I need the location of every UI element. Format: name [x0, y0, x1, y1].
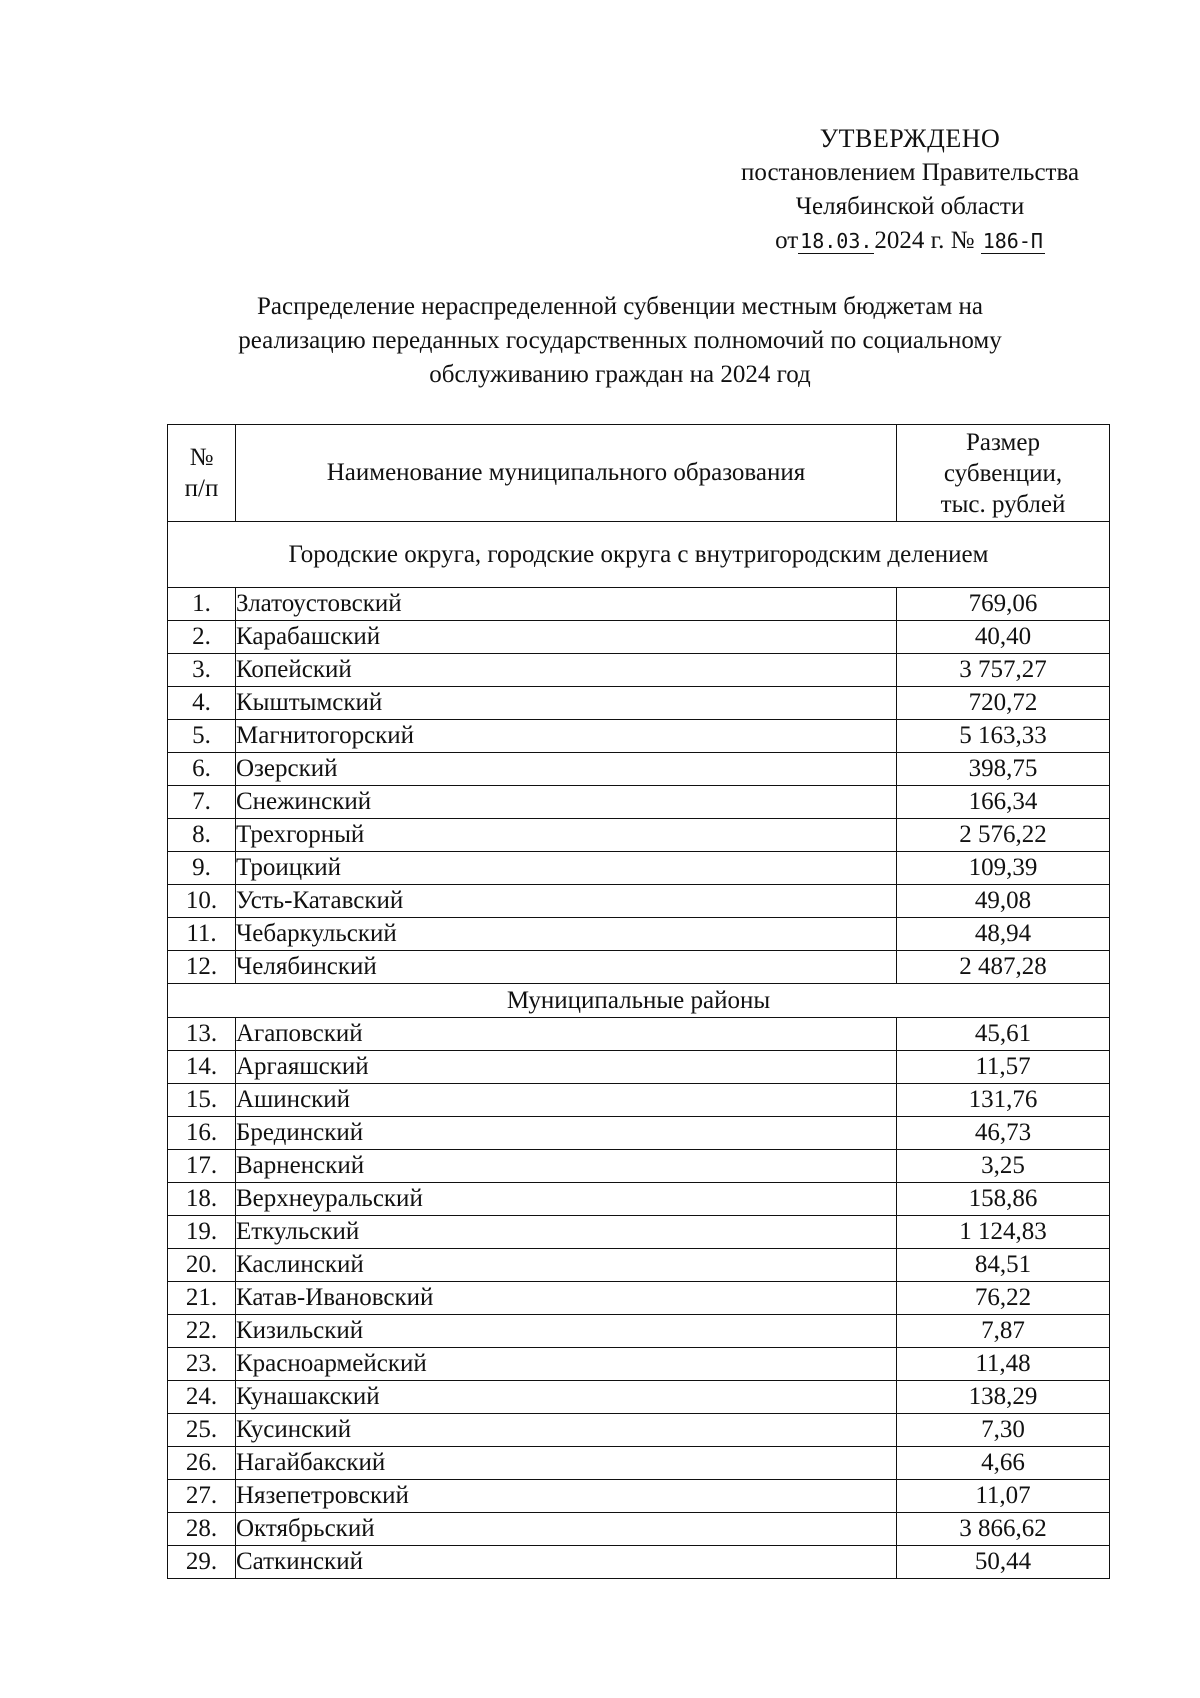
row-name: Ашинский	[236, 1084, 897, 1117]
row-name: Саткинский	[236, 1546, 897, 1579]
row-value: 50,44	[897, 1546, 1110, 1579]
section-row-districts	[168, 984, 1110, 1018]
approval-title: УТВЕРЖДЕНО	[819, 124, 1001, 153]
date-year: 2024 г. №	[874, 227, 975, 254]
table-row	[168, 1546, 1110, 1579]
row-number: 1.	[168, 588, 236, 621]
header-name: Наименование муниципального образования	[236, 425, 897, 522]
row-number: 7.	[168, 786, 236, 819]
approval-dateline	[700, 224, 1120, 258]
table-row	[168, 1018, 1110, 1051]
table-row	[168, 819, 1110, 852]
row-number: 29.	[168, 1546, 236, 1579]
row-number: 5.	[168, 720, 236, 753]
header-value	[897, 425, 1110, 522]
row-name: Челябинский	[236, 951, 897, 984]
table-row	[168, 1513, 1110, 1546]
row-value: 11,07	[897, 1480, 1110, 1513]
heading-line-2: реализацию переданных государственных полномочий по социальному	[238, 327, 1002, 354]
row-name: Кусинский	[236, 1414, 897, 1447]
row-value: 131,76	[897, 1084, 1110, 1117]
row-value: 138,29	[897, 1381, 1110, 1414]
row-value: 84,51	[897, 1249, 1110, 1282]
row-number: 10.	[168, 885, 236, 918]
row-number: 21.	[168, 1282, 236, 1315]
approval-line-2: Челябинской области	[795, 193, 1025, 220]
row-number: 17.	[168, 1150, 236, 1183]
row-number: 9.	[168, 852, 236, 885]
row-number: 16.	[168, 1117, 236, 1150]
row-name: Усть-Катавский	[236, 885, 897, 918]
row-number: 22.	[168, 1315, 236, 1348]
row-value: 3,25	[897, 1150, 1110, 1183]
row-name: Аргаяшский	[236, 1051, 897, 1084]
row-number: 19.	[168, 1216, 236, 1249]
row-number: 8.	[168, 819, 236, 852]
heading-line-1: Распределение нераспределенной субвенции местным бюджетам на	[256, 293, 984, 320]
row-value: 166,34	[897, 786, 1110, 819]
table-row	[168, 1282, 1110, 1315]
table-row	[168, 1348, 1110, 1381]
row-number: 27.	[168, 1480, 236, 1513]
table-row	[168, 786, 1110, 819]
table-row	[168, 687, 1110, 720]
row-number: 13.	[168, 1018, 236, 1051]
approval-stamp	[700, 122, 1120, 258]
row-name: Златоустовский	[236, 588, 897, 621]
row-number: 28.	[168, 1513, 236, 1546]
row-name: Катав-Ивановский	[236, 1282, 897, 1315]
table-row	[168, 654, 1110, 687]
section-title-urban: Городские округа, городские округа с внутригородским делением	[168, 522, 1110, 588]
document-heading	[160, 290, 1080, 392]
header-number-line-2: п/п	[184, 475, 219, 502]
row-name: Кунашакский	[236, 1381, 897, 1414]
row-name: Кизильский	[236, 1315, 897, 1348]
table-row	[168, 1381, 1110, 1414]
row-name: Нязепетровский	[236, 1480, 897, 1513]
row-value: 4,66	[897, 1447, 1110, 1480]
heading-line-3: обслуживанию граждан на 2024 год	[429, 361, 811, 388]
row-name: Верхнеуральский	[236, 1183, 897, 1216]
row-name: Карабашский	[236, 621, 897, 654]
row-value: 45,61	[897, 1018, 1110, 1051]
row-name: Снежинский	[236, 786, 897, 819]
header-value-line-2: субвенции,	[943, 459, 1063, 487]
table-row	[168, 588, 1110, 621]
table-row	[168, 852, 1110, 885]
table-row	[168, 885, 1110, 918]
table-row	[168, 1480, 1110, 1513]
header-number-line-1: №	[189, 444, 214, 471]
row-number: 20.	[168, 1249, 236, 1282]
row-name: Троицкий	[236, 852, 897, 885]
row-value: 158,86	[897, 1183, 1110, 1216]
row-value: 5 163,33	[897, 720, 1110, 753]
date-prefix: от	[775, 227, 799, 254]
row-number: 24.	[168, 1381, 236, 1414]
row-name: Озерский	[236, 753, 897, 786]
row-name: Магнитогорский	[236, 720, 897, 753]
row-number: 14.	[168, 1051, 236, 1084]
row-value: 2 576,22	[897, 819, 1110, 852]
row-name: Нагайбакский	[236, 1447, 897, 1480]
row-value: 48,94	[897, 918, 1110, 951]
row-number: 12.	[168, 951, 236, 984]
row-name: Варненский	[236, 1150, 897, 1183]
table-row	[168, 1216, 1110, 1249]
row-value: 1 124,83	[897, 1216, 1110, 1249]
header-number	[168, 425, 236, 522]
row-number: 23.	[168, 1348, 236, 1381]
row-value: 2 487,28	[897, 951, 1110, 984]
header-value-line-3: тыс. рублей	[940, 490, 1066, 518]
decree-number: 186-П	[982, 229, 1043, 253]
row-name: Кыштымский	[236, 687, 897, 720]
section-title-districts: Муниципальные районы	[168, 984, 1110, 1018]
row-number: 26.	[168, 1447, 236, 1480]
date-value: 18.03.	[800, 229, 873, 253]
table-row	[168, 1447, 1110, 1480]
table-row	[168, 1249, 1110, 1282]
row-name: Трехгорный	[236, 819, 897, 852]
row-number: 3.	[168, 654, 236, 687]
row-value: 109,39	[897, 852, 1110, 885]
row-name: Каслинский	[236, 1249, 897, 1282]
row-name: Брединский	[236, 1117, 897, 1150]
table-row	[168, 918, 1110, 951]
row-value: 398,75	[897, 753, 1110, 786]
table-row	[168, 621, 1110, 654]
row-value: 3 757,27	[897, 654, 1110, 687]
row-number: 25.	[168, 1414, 236, 1447]
table-row	[168, 753, 1110, 786]
row-name: Чебаркульский	[236, 918, 897, 951]
row-name: Еткульский	[236, 1216, 897, 1249]
table-row	[168, 1117, 1110, 1150]
row-number: 18.	[168, 1183, 236, 1216]
table-row	[168, 1084, 1110, 1117]
table-row	[168, 1183, 1110, 1216]
table-row	[168, 1051, 1110, 1084]
row-name: Красноармейский	[236, 1348, 897, 1381]
row-value: 11,57	[897, 1051, 1110, 1084]
row-value: 7,30	[897, 1414, 1110, 1447]
row-value: 7,87	[897, 1315, 1110, 1348]
table-row	[168, 1315, 1110, 1348]
row-value: 11,48	[897, 1348, 1110, 1381]
row-value: 40,40	[897, 621, 1110, 654]
row-value: 76,22	[897, 1282, 1110, 1315]
header-value-line-1: Размер	[966, 428, 1040, 456]
section-row-urban	[168, 522, 1110, 588]
table-row	[168, 720, 1110, 753]
row-value: 49,08	[897, 885, 1110, 918]
row-name: Копейский	[236, 654, 897, 687]
row-number: 15.	[168, 1084, 236, 1117]
subvention-table	[167, 424, 1110, 1579]
table-row	[168, 1414, 1110, 1447]
row-name: Октябрьский	[236, 1513, 897, 1546]
row-value: 720,72	[897, 687, 1110, 720]
table-row	[168, 1150, 1110, 1183]
table-row	[168, 951, 1110, 984]
approval-line-1: постановлением Правительства	[740, 159, 1080, 186]
row-name: Агаповский	[236, 1018, 897, 1051]
row-value: 46,73	[897, 1117, 1110, 1150]
row-number: 11.	[168, 918, 236, 951]
row-value: 769,06	[897, 588, 1110, 621]
row-number: 6.	[168, 753, 236, 786]
row-number: 4.	[168, 687, 236, 720]
row-number: 2.	[168, 621, 236, 654]
table-header-row	[168, 425, 1110, 522]
row-value: 3 866,62	[897, 1513, 1110, 1546]
